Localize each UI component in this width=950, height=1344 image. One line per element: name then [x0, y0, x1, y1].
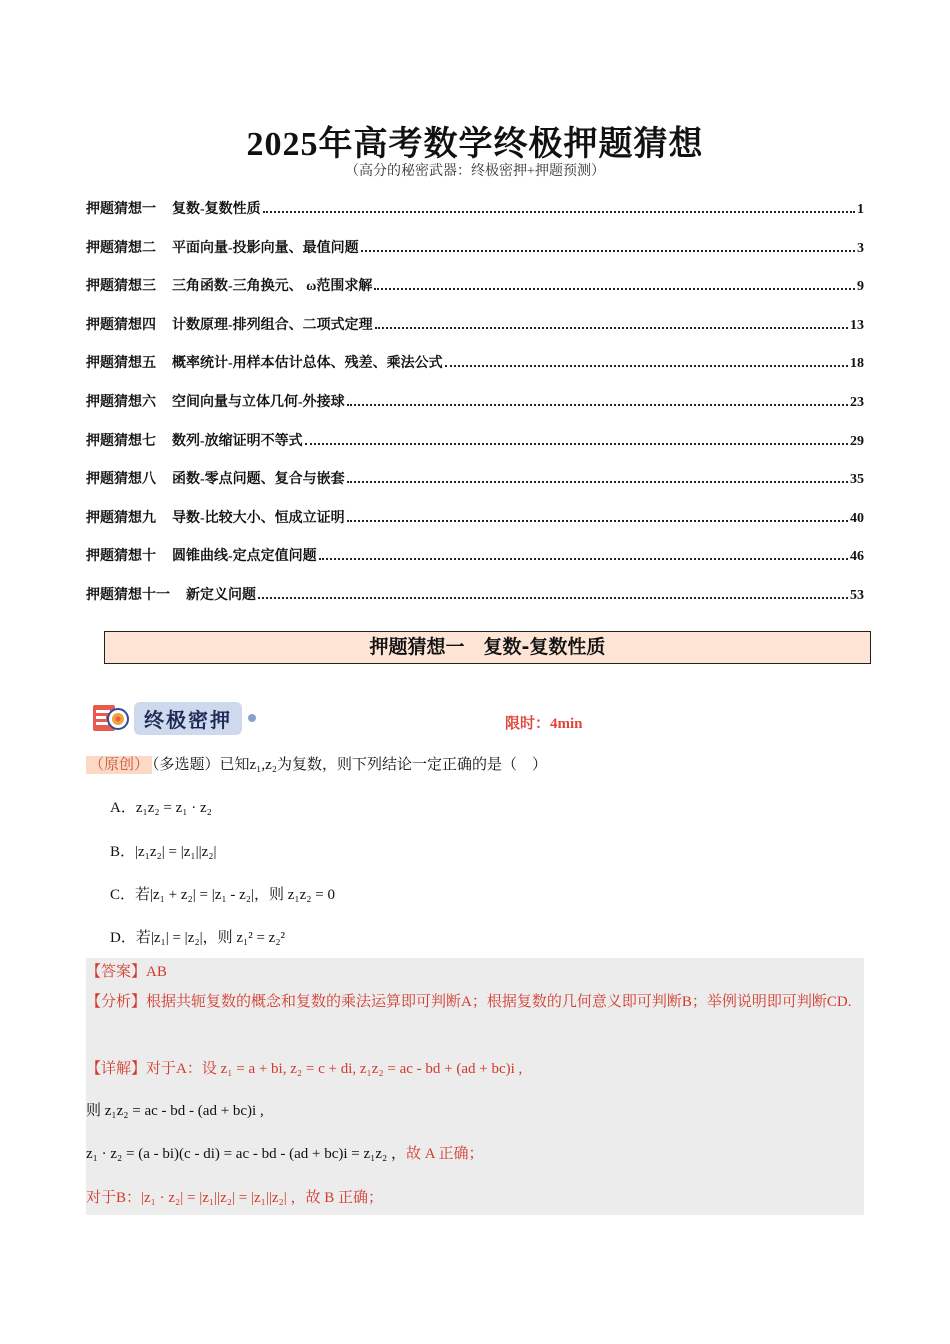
banner-label: 终极密押: [134, 702, 242, 735]
toc-page: 46: [850, 549, 864, 565]
document-subtitle: （高分的秘密武器：终极密押+押题预测）: [345, 164, 605, 179]
answer-tag: 【答案】: [86, 964, 147, 980]
toc-leader: [319, 557, 848, 560]
toc-row[interactable]: [86, 584, 864, 623]
toc-row[interactable]: [86, 237, 864, 276]
toc-topic: 平面向量-投影向量、最值问题: [172, 240, 359, 256]
toc-number: 押题猜想五: [86, 356, 156, 372]
toc-page: 23: [850, 394, 864, 410]
toc-number: 押题猜想十: [86, 549, 156, 565]
toc-leader: [347, 480, 848, 483]
toc-topic: 复数-复数性质: [172, 202, 261, 217]
option-b[interactable]: B．|z₁z₂| = |z₁||z₂|: [110, 844, 217, 860]
answer-line: [86, 958, 856, 986]
toc-number: 押题猜想三: [86, 279, 156, 295]
toc-leader: [347, 519, 848, 522]
analysis-tag: 【分析】: [86, 994, 147, 1010]
toc-topic: 新定义问题: [186, 587, 256, 603]
toc-page: 18: [850, 356, 864, 372]
toc-topic: 导数-比较大小、恒成立证明: [172, 510, 345, 526]
toc-number: 押题猜想二: [86, 240, 156, 256]
target-icon: [92, 701, 130, 735]
toc-page: 53: [850, 587, 864, 603]
toc-page: 40: [850, 510, 864, 526]
analysis-text: 根据共轭复数的概念和复数的乘法运算即可判断A；根据复数的几何意义即可判断B；举例说明即可判断CD.: [146, 994, 852, 1010]
detail-conclusion-b: 故 B 正确；: [305, 1190, 384, 1206]
banner-dot: [248, 714, 256, 722]
toc-leader: [361, 249, 855, 252]
toc-number: 押题猜想一: [86, 202, 156, 217]
option-a[interactable]: A．z₁z₂ = z₁ · z₂: [110, 800, 212, 816]
option-c[interactable]: C．若|z₁ + z₂| = |z₁ - z₂|，则 z₁z₂ = 0: [110, 887, 335, 903]
document-title: 2025年高考数学终极押题猜想: [246, 126, 704, 163]
toc-page: 3: [857, 240, 864, 256]
detail-line-4: [86, 1184, 856, 1212]
toc-row[interactable]: [86, 314, 864, 353]
toc-number: 押题猜想七: [86, 433, 156, 449]
detail-conclusion-a: 故 A 正确；: [406, 1146, 484, 1162]
toc-number: 押题猜想九: [86, 510, 156, 526]
toc-leader: [347, 403, 848, 406]
toc-leader: [263, 210, 855, 213]
toc-number: 押题猜想八: [86, 472, 156, 488]
toc-number: 押题猜想四: [86, 317, 156, 333]
section-heading: 押题猜想一 复数-复数性质: [104, 631, 871, 664]
option-d[interactable]: D．若|z₁| = |z₂|，则 z₁² = z₂²: [110, 930, 286, 946]
toc-row[interactable]: [86, 545, 864, 584]
toc-page: 1: [857, 202, 864, 217]
analysis-line: [86, 988, 856, 1016]
toc-leader: [445, 364, 848, 367]
toc-topic: 空间向量与立体几何-外接球: [172, 394, 345, 410]
question-tag: （原创）: [86, 756, 152, 774]
toc-page: 9: [857, 279, 864, 295]
toc-row[interactable]: [86, 507, 864, 546]
toc-row[interactable]: [86, 275, 864, 314]
detail-line-2: [86, 1097, 856, 1125]
toc-page: 13: [850, 317, 864, 333]
detail-text-4: 对于B：|z₁ · z₂| = |z₁||z₂| = |z₁||z₂| ，: [86, 1190, 306, 1206]
toc-topic: 计数原理-排列组合、二项式定理: [172, 317, 373, 333]
toc-row[interactable]: [86, 352, 864, 391]
detail-line-3: [86, 1140, 856, 1168]
toc-topic: 函数-零点问题、复合与嵌套: [172, 472, 345, 488]
banner: [92, 700, 256, 736]
detail-text-3: z₁ · z₂ = (a - bi)(c - di) = ac - bd - (ad + bc)i = z₁z₂ ，: [86, 1146, 407, 1162]
toc-leader: [305, 442, 848, 445]
detail-tag: 【详解】: [86, 1061, 147, 1077]
toc-topic: 数列-放缩证明不等式: [172, 433, 303, 449]
toc-number: 押题猜想六: [86, 394, 156, 410]
toc-topic: 三角函数-三角换元、 ω范围求解: [172, 279, 373, 295]
toc-leader: [258, 596, 848, 599]
toc-row[interactable]: [86, 468, 864, 507]
toc-leader: [374, 287, 855, 290]
question-stem: [86, 753, 547, 774]
detail-line-1: [86, 1055, 856, 1083]
toc-number: 押题猜想十一: [86, 587, 170, 603]
detail-text-1: 对于A：设 z₁ = a + bi, z₂ = c + di, z₁z₂ = ac - bd + (ad + bc)i ,: [146, 1061, 523, 1077]
answer-value: AB: [146, 964, 167, 980]
toc-topic: 概率统计-用样本估计总体、残差、乘法公式: [172, 356, 443, 372]
table-of-contents: [86, 198, 864, 623]
detail-text-2: 则 z₁z₂ = ac - bd - (ad + bc)i ,: [86, 1103, 264, 1119]
toc-page: 35: [850, 472, 864, 488]
toc-row[interactable]: [86, 391, 864, 430]
toc-row[interactable]: [86, 430, 864, 469]
toc-page: 29: [850, 433, 864, 449]
toc-topic: 圆锥曲线-定点定值问题: [172, 549, 317, 565]
time-limit: 限时：4min: [505, 716, 583, 732]
question-text: （多选题）已知z₁,z₂为复数，则下列结论一定正确的是（ ）: [152, 757, 548, 773]
toc-leader: [375, 326, 848, 329]
toc-row[interactable]: [86, 198, 864, 237]
